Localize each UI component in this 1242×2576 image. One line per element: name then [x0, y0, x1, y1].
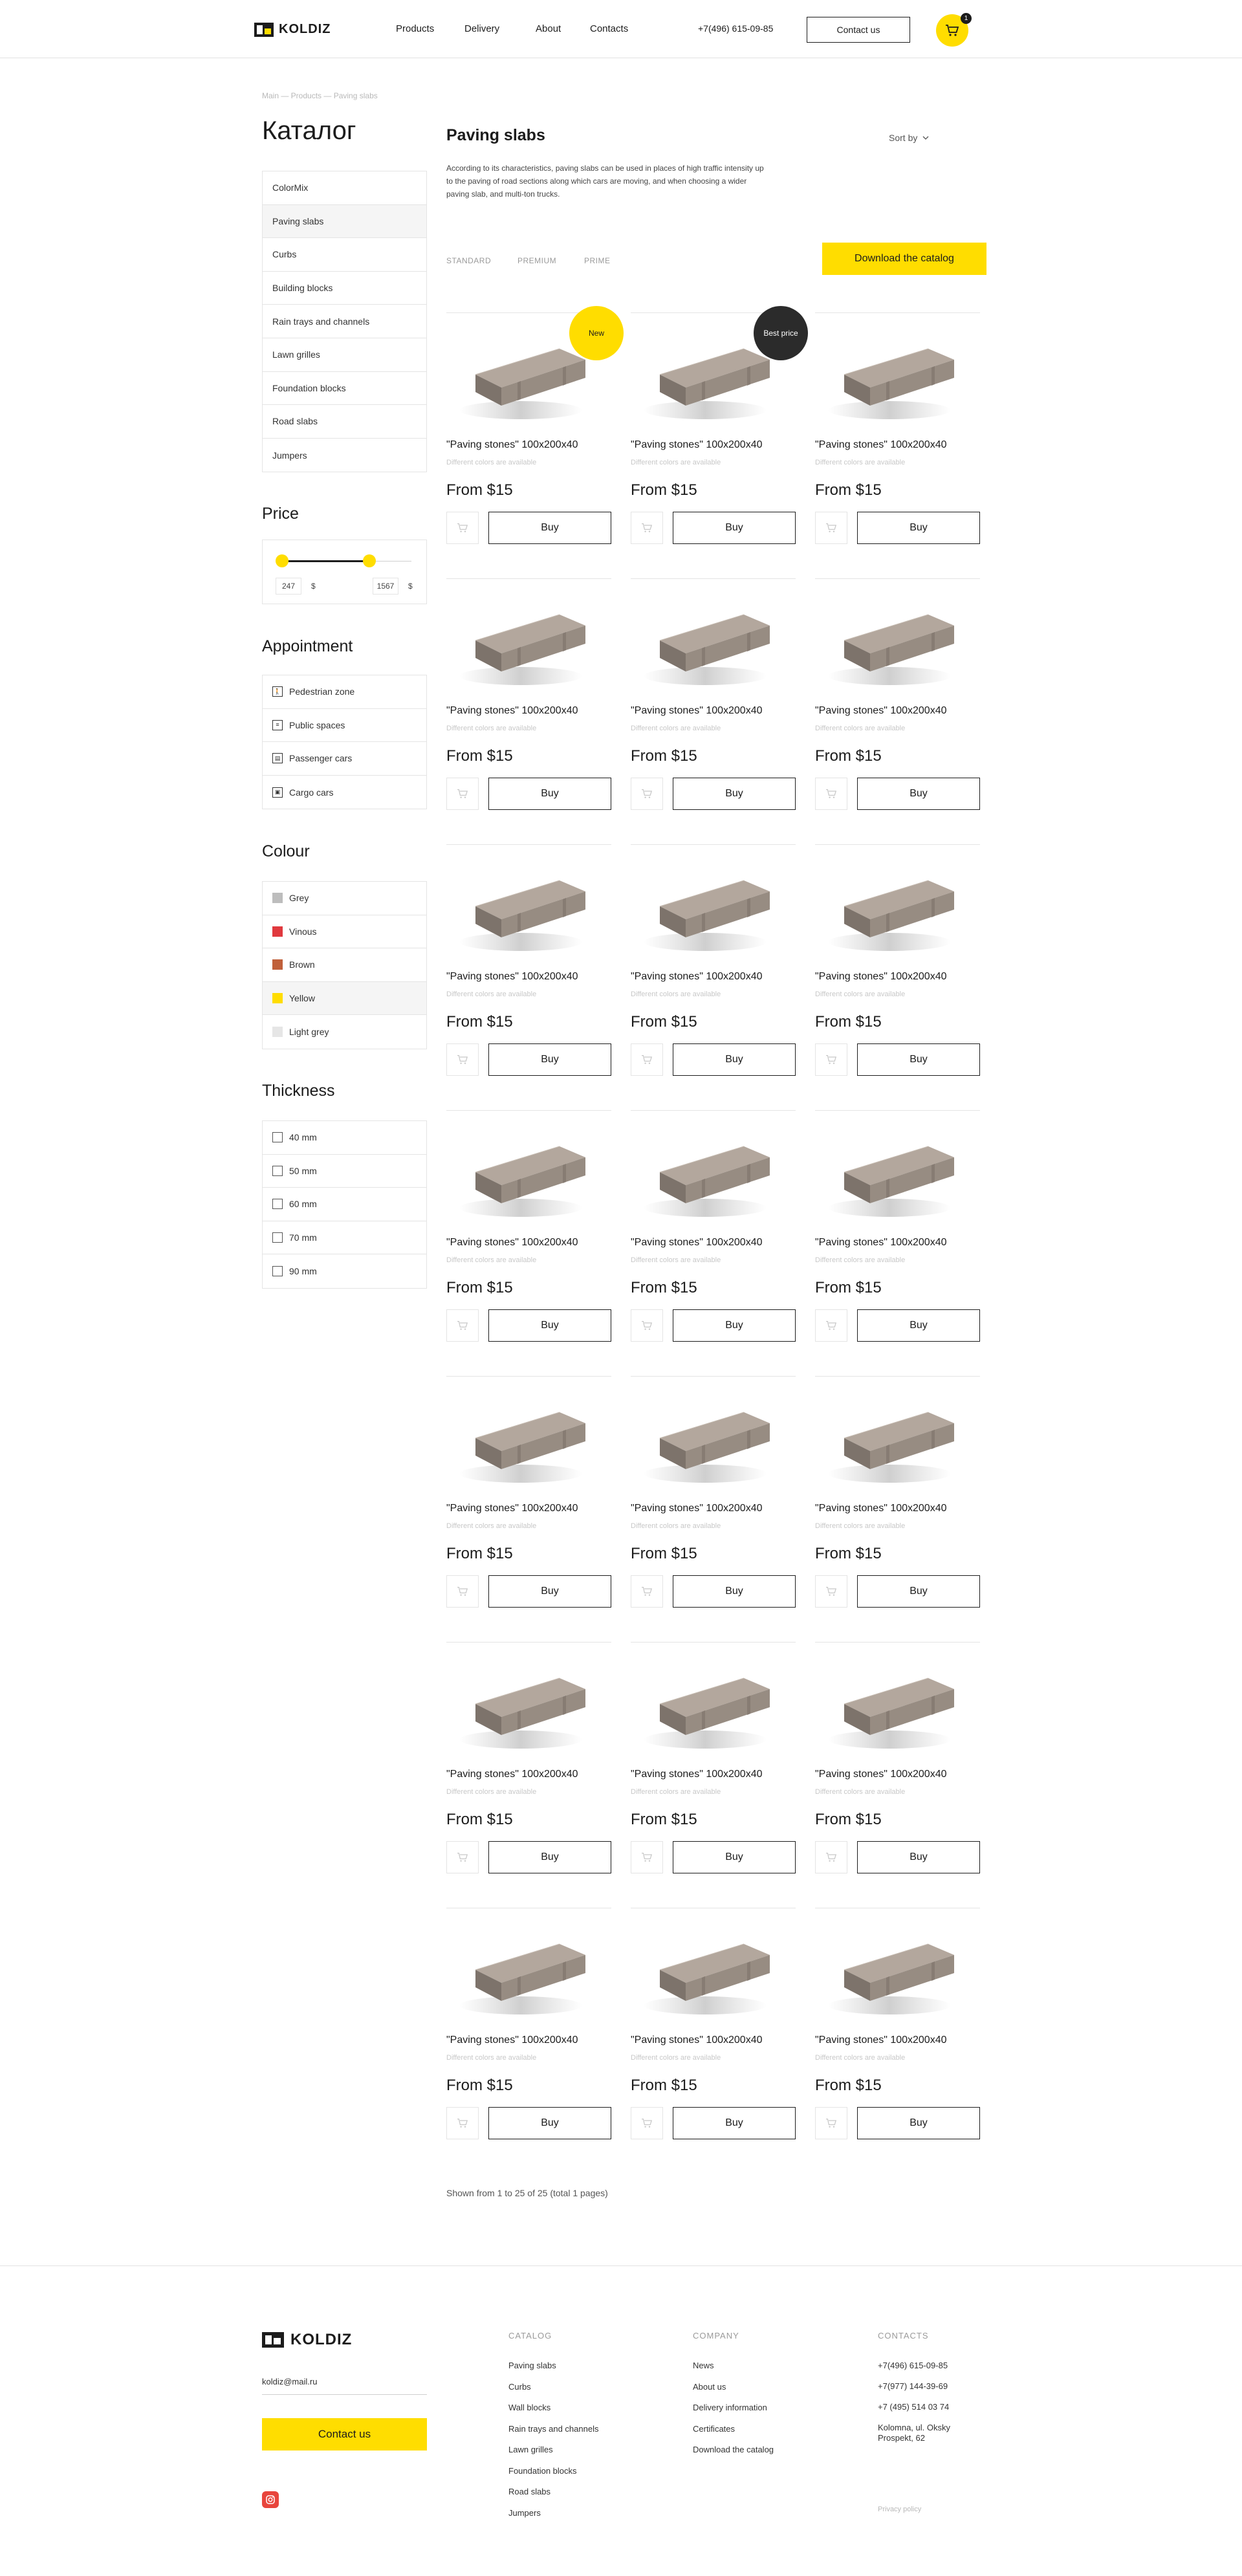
- product-colors-note: Different colors are available: [446, 2054, 537, 2062]
- appointment-list: [262, 675, 427, 809]
- category-item[interactable]: [263, 205, 426, 239]
- logo[interactable]: [254, 22, 331, 37]
- site-header: [0, 0, 1242, 58]
- add-to-cart-button[interactable]: [815, 778, 847, 810]
- cart-icon: [457, 2118, 468, 2128]
- product-price: From $15: [631, 1279, 697, 1296]
- product-colors-note: Different colors are available: [446, 990, 537, 998]
- colour-label: Grey: [289, 893, 309, 904]
- product-colors-note: Different colors are available: [631, 1522, 721, 1530]
- product-card[interactable]: [815, 1642, 980, 1888]
- cart-icon: [641, 523, 653, 533]
- header-phone[interactable]: +7(496) 615-09-85: [698, 23, 774, 34]
- product-image[interactable]: [815, 1908, 980, 2031]
- product-name[interactable]: "Paving stones" 100x200x40: [631, 439, 763, 450]
- product-colors-note: Different colors are available: [815, 1788, 906, 1796]
- product-price: From $15: [815, 1013, 882, 1031]
- product-price: From $15: [631, 2077, 697, 2094]
- category-item[interactable]: [263, 305, 426, 338]
- add-to-cart-button[interactable]: [446, 778, 479, 810]
- thickness-label: 90 mm: [289, 1266, 317, 1277]
- product-colors-note: Different colors are available: [446, 1788, 537, 1796]
- buy-button[interactable]: Buy: [488, 2107, 611, 2139]
- product-card[interactable]: [815, 844, 980, 1090]
- download-catalog-button[interactable]: Download the catalog: [822, 243, 986, 275]
- buy-button[interactable]: Buy: [673, 512, 796, 544]
- product-price: From $15: [446, 1545, 513, 1562]
- cart-icon: [825, 789, 837, 799]
- thickness-heading: Thickness: [262, 1082, 335, 1100]
- footer-company-link[interactable]: Certificates: [693, 2423, 735, 2434]
- footer-catalog-link[interactable]: Lawn grilles: [508, 2445, 553, 2454]
- contact-us-button[interactable]: Contact us: [807, 17, 910, 43]
- colour-item[interactable]: [263, 882, 426, 915]
- footer-catalog-link[interactable]: Jumpers: [508, 2507, 541, 2518]
- category-item[interactable]: [263, 372, 426, 406]
- add-to-cart-button[interactable]: [631, 512, 663, 544]
- product-colors-note: Different colors are available: [631, 990, 721, 998]
- category-item[interactable]: [263, 439, 426, 472]
- price-filter: [262, 540, 427, 604]
- buy-button[interactable]: Buy: [488, 1043, 611, 1076]
- product-colors-note: Different colors are available: [631, 459, 721, 466]
- footer-catalog-link[interactable]: Foundation blocks: [508, 2465, 577, 2476]
- thickness-label: 50 mm: [289, 1165, 317, 1176]
- colour-swatch: [272, 1027, 283, 1037]
- privacy-policy-link[interactable]: Privacy policy: [878, 2505, 922, 2513]
- product-name[interactable]: "Paving stones" 100x200x40: [815, 1503, 947, 1514]
- appointment-item[interactable]: [263, 675, 426, 709]
- category-list: [262, 171, 427, 472]
- product-card[interactable]: [631, 312, 796, 558]
- best-price-badge: Best price: [754, 306, 808, 360]
- product-name[interactable]: "Paving stones" 100x200x40: [815, 1237, 947, 1248]
- product-card[interactable]: [631, 1642, 796, 1888]
- sort-label: Sort by: [889, 133, 918, 143]
- product-image[interactable]: [631, 1643, 796, 1765]
- footer-contact-item[interactable]: +7(496) 615-09-85: [878, 2361, 948, 2370]
- cart-icon: [457, 1054, 468, 1065]
- product-name[interactable]: "Paving stones" 100x200x40: [446, 1237, 578, 1248]
- chevron-down-icon: [922, 136, 929, 140]
- cart-icon: [825, 1320, 837, 1331]
- thickness-item[interactable]: [263, 1155, 426, 1188]
- category-label: Foundation blocks: [272, 382, 346, 393]
- product-name[interactable]: "Paving stones" 100x200x40: [446, 439, 578, 450]
- category-label: Road slabs: [272, 416, 318, 427]
- colour-item[interactable]: [263, 982, 426, 1016]
- colour-swatch: [272, 993, 283, 1003]
- cart-icon: [641, 789, 653, 799]
- product-name[interactable]: "Paving stones" 100x200x40: [815, 2035, 947, 2046]
- product-image[interactable]: [446, 1643, 611, 1765]
- product-colors-note: Different colors are available: [631, 1788, 721, 1796]
- footer-company-link[interactable]: Download the catalog: [693, 2445, 774, 2454]
- product-name[interactable]: "Paving stones" 100x200x40: [446, 971, 578, 982]
- product-card[interactable]: [631, 1376, 796, 1622]
- product-price: From $15: [631, 747, 697, 765]
- footer-catalog-link[interactable]: Rain trays and channels: [508, 2423, 599, 2434]
- product-name[interactable]: "Paving stones" 100x200x40: [446, 2035, 578, 2046]
- product-name[interactable]: "Paving stones" 100x200x40: [815, 971, 947, 982]
- cart-icon: [825, 1852, 837, 1862]
- product-card[interactable]: [446, 578, 611, 824]
- product-colors-note: Different colors are available: [815, 990, 906, 998]
- product-image[interactable]: [815, 1111, 980, 1234]
- product-name[interactable]: "Paving stones" 100x200x40: [631, 2035, 763, 2046]
- product-image[interactable]: [631, 1377, 796, 1500]
- product-image[interactable]: [815, 579, 980, 702]
- product-price: From $15: [815, 747, 882, 765]
- category-label: Rain trays and channels: [272, 316, 370, 327]
- thickness-item[interactable]: [263, 1121, 426, 1155]
- footer-company-link[interactable]: Delivery information: [693, 2403, 767, 2412]
- product-colors-note: Different colors are available: [815, 725, 906, 732]
- thickness-list: [262, 1120, 427, 1289]
- product-image[interactable]: [631, 1111, 796, 1234]
- product-card[interactable]: [631, 1908, 796, 2154]
- product-colors-note: Different colors are available: [631, 725, 721, 732]
- cart-icon: [457, 1586, 468, 1597]
- footer-logo-mark-icon: [262, 2332, 284, 2348]
- buy-button[interactable]: Buy: [673, 1309, 796, 1342]
- buy-button[interactable]: Buy: [488, 778, 611, 810]
- product-price: From $15: [446, 1279, 513, 1296]
- colour-label: Brown: [289, 959, 315, 970]
- product-price: From $15: [631, 1013, 697, 1031]
- tab-prime[interactable]: PRIME: [584, 256, 611, 265]
- product-price: From $15: [815, 2077, 882, 2094]
- product-card[interactable]: [815, 578, 980, 824]
- cart-icon: [641, 2118, 653, 2128]
- add-to-cart-button[interactable]: [631, 1575, 663, 1608]
- page-title: Каталог: [262, 116, 356, 145]
- product-price: From $15: [446, 747, 513, 765]
- category-item[interactable]: [263, 405, 426, 439]
- category-label: Paving slabs: [272, 215, 324, 226]
- buy-button[interactable]: Buy: [673, 1575, 796, 1608]
- product-colors-note: Different colors are available: [815, 459, 906, 466]
- colour-label: Vinous: [289, 926, 317, 937]
- add-to-cart-button[interactable]: [631, 1841, 663, 1873]
- appointment-item[interactable]: [263, 709, 426, 743]
- product-name[interactable]: "Paving stones" 100x200x40: [631, 1769, 763, 1780]
- product-colors-note: Different colors are available: [446, 459, 537, 466]
- footer-logo[interactable]: [262, 2331, 352, 2349]
- logo-mark-icon: [254, 23, 274, 37]
- product-price: From $15: [815, 481, 882, 499]
- cart-icon: [641, 1054, 653, 1065]
- buy-button[interactable]: Buy: [857, 1575, 980, 1608]
- product-price: From $15: [631, 1811, 697, 1828]
- category-label: Building blocks: [272, 283, 333, 294]
- product-image[interactable]: [446, 579, 611, 702]
- buy-button[interactable]: Buy: [673, 1841, 796, 1873]
- product-card[interactable]: [446, 1908, 611, 2154]
- colour-swatch: [272, 893, 283, 903]
- section-title: Paving slabs: [446, 126, 545, 144]
- add-to-cart-button[interactable]: [446, 2107, 479, 2139]
- thickness-label: 60 mm: [289, 1199, 317, 1210]
- truck-icon: ▣: [272, 787, 283, 798]
- product-name[interactable]: "Paving stones" 100x200x40: [446, 705, 578, 716]
- add-to-cart-button[interactable]: [446, 1309, 479, 1342]
- colour-item[interactable]: [263, 1015, 426, 1049]
- buy-button[interactable]: Buy: [488, 1841, 611, 1873]
- price-min-currency: $: [311, 582, 316, 591]
- product-card[interactable]: [631, 844, 796, 1090]
- product-image[interactable]: [446, 1111, 611, 1234]
- product-card[interactable]: [631, 1110, 796, 1356]
- product-card[interactable]: [446, 1376, 611, 1622]
- footer-company-title: COMPANY: [693, 2331, 739, 2341]
- category-label: Lawn grilles: [272, 349, 320, 360]
- buy-button[interactable]: Buy: [857, 778, 980, 810]
- footer-email[interactable]: koldiz@mail.ru: [262, 2377, 427, 2395]
- colour-swatch: [272, 926, 283, 937]
- product-card[interactable]: [815, 312, 980, 558]
- product-image[interactable]: [631, 1908, 796, 2031]
- price-min-input[interactable]: 247: [276, 578, 301, 595]
- buy-button[interactable]: Buy: [857, 1043, 980, 1076]
- footer-contact-item[interactable]: +7 (495) 514 03 74: [878, 2402, 950, 2412]
- colour-heading: Colour: [262, 842, 310, 860]
- product-name[interactable]: "Paving stones" 100x200x40: [446, 1769, 578, 1780]
- category-description: According to its characteristics, paving slabs can be used in places of high traffic intensity up to the paving of road sections along which cars are moving, and when choosing a wider paving slab, and multi-ton trucks.: [446, 164, 764, 199]
- footer-contact-item[interactable]: +7(977) 144-39-69: [878, 2381, 948, 2391]
- add-to-cart-button[interactable]: [631, 2107, 663, 2139]
- cart-icon: [825, 1586, 837, 1597]
- product-price: From $15: [446, 1811, 513, 1828]
- add-to-cart-button[interactable]: [446, 1575, 479, 1608]
- nav-about[interactable]: About: [536, 23, 561, 34]
- product-image[interactable]: [815, 845, 980, 968]
- cart-icon: [641, 1852, 653, 1862]
- product-name[interactable]: "Paving stones" 100x200x40: [631, 1503, 763, 1514]
- footer-catalog-title: CATALOG: [508, 2331, 552, 2341]
- buy-button[interactable]: Buy: [857, 1841, 980, 1873]
- product-card[interactable]: [815, 1908, 980, 2154]
- add-to-cart-button[interactable]: [631, 1043, 663, 1076]
- add-to-cart-button[interactable]: [815, 1841, 847, 1873]
- product-colors-note: Different colors are available: [815, 2054, 906, 2062]
- footer-catalog-link[interactable]: Curbs: [508, 2381, 531, 2392]
- thickness-item[interactable]: [263, 1254, 426, 1288]
- add-to-cart-button[interactable]: [446, 1841, 479, 1873]
- product-colors-note: Different colors are available: [446, 1256, 537, 1264]
- category-item[interactable]: [263, 338, 426, 372]
- tab-standard[interactable]: STANDARD: [446, 256, 492, 265]
- buy-button[interactable]: Buy: [488, 1309, 611, 1342]
- category-label: ColorMix: [272, 182, 309, 193]
- car-icon: ▤: [272, 753, 283, 763]
- colour-item[interactable]: [263, 948, 426, 982]
- product-price: From $15: [631, 481, 697, 499]
- product-image[interactable]: [631, 579, 796, 702]
- product-colors-note: Different colors are available: [446, 725, 537, 732]
- footer-contacts-title: CONTACTS: [878, 2331, 929, 2341]
- footer-logo-text: KOLDIZ: [290, 2331, 353, 2348]
- footer-catalog-link[interactable]: Wall blocks: [508, 2403, 551, 2412]
- appointment-label: Public spaces: [289, 719, 345, 730]
- product-price: From $15: [815, 1545, 882, 1562]
- footer-contact-item[interactable]: Kolomna, ul. Oksky Prospekt, 62: [878, 2423, 950, 2443]
- add-to-cart-button[interactable]: [815, 2107, 847, 2139]
- appointment-label: Cargo cars: [289, 787, 334, 798]
- appointment-item[interactable]: [263, 742, 426, 776]
- add-to-cart-button[interactable]: [815, 1575, 847, 1608]
- price-heading: Price: [262, 505, 299, 523]
- tab-premium[interactable]: PREMIUM: [518, 256, 557, 265]
- product-price: From $15: [446, 481, 513, 499]
- buy-button[interactable]: Buy: [857, 2107, 980, 2139]
- nav-contacts[interactable]: Contacts: [590, 23, 629, 34]
- product-name[interactable]: "Paving stones" 100x200x40: [815, 439, 947, 450]
- new-badge: New: [569, 306, 624, 360]
- cart-icon: [457, 523, 468, 533]
- add-to-cart-button[interactable]: [631, 778, 663, 810]
- product-name[interactable]: "Paving stones" 100x200x40: [815, 705, 947, 716]
- product-price: From $15: [815, 1279, 882, 1296]
- buy-button[interactable]: Buy: [488, 1575, 611, 1608]
- category-label: Jumpers: [272, 450, 307, 461]
- add-to-cart-button[interactable]: [815, 512, 847, 544]
- instagram-icon[interactable]: [262, 2491, 279, 2508]
- thickness-checkbox[interactable]: [272, 1266, 283, 1276]
- pagination-info: Shown from 1 to 25 of 25 (total 1 pages): [446, 2188, 608, 2198]
- footer-company-link[interactable]: About us: [693, 2381, 726, 2392]
- product-card[interactable]: [446, 1642, 611, 1888]
- cart-icon: [825, 2118, 837, 2128]
- sort-dropdown[interactable]: [889, 133, 929, 143]
- product-colors-note: Different colors are available: [631, 1256, 721, 1264]
- bench-icon: ≡: [272, 720, 283, 730]
- product-colors-note: Different colors are available: [815, 1522, 906, 1530]
- product-image[interactable]: [446, 1908, 611, 2031]
- product-image[interactable]: [815, 1377, 980, 1500]
- add-to-cart-button[interactable]: [815, 1043, 847, 1076]
- buy-button[interactable]: Buy: [673, 1043, 796, 1076]
- product-image[interactable]: [446, 845, 611, 968]
- product-colors-note: Different colors are available: [815, 1256, 906, 1264]
- price-slider-min-handle[interactable]: [276, 554, 289, 567]
- footer-contact-button[interactable]: Contact us: [262, 2418, 427, 2450]
- thickness-label: 40 mm: [289, 1132, 317, 1143]
- site-footer: [0, 2265, 1242, 2576]
- thickness-checkbox[interactable]: [272, 1166, 283, 1176]
- appointment-item[interactable]: [263, 776, 426, 809]
- buy-button[interactable]: Buy: [488, 512, 611, 544]
- footer-company-link[interactable]: News: [693, 2361, 714, 2370]
- price-slider-range: [282, 560, 373, 562]
- product-name[interactable]: "Paving stones" 100x200x40: [815, 1769, 947, 1780]
- cart-icon: [641, 1586, 653, 1597]
- product-colors-note: Different colors are available: [446, 1522, 537, 1530]
- thickness-label: 70 mm: [289, 1232, 317, 1243]
- walking-person-icon: 🚶: [272, 686, 283, 697]
- appointment-label: Passenger cars: [289, 753, 353, 764]
- product-price: From $15: [815, 1811, 882, 1828]
- cart-count-badge: 1: [961, 13, 972, 24]
- price-slider-max-handle[interactable]: [363, 554, 376, 567]
- product-name[interactable]: "Paving stones" 100x200x40: [446, 1503, 578, 1514]
- product-image[interactable]: [815, 1643, 980, 1765]
- nav-products[interactable]: Products: [396, 23, 435, 34]
- appointment-heading: Appointment: [262, 637, 353, 655]
- colour-label: Light grey: [289, 1027, 329, 1038]
- category-item[interactable]: [263, 272, 426, 305]
- product-image[interactable]: [815, 313, 980, 436]
- product-card[interactable]: [815, 1376, 980, 1622]
- product-card[interactable]: [631, 578, 796, 824]
- add-to-cart-button[interactable]: [631, 1309, 663, 1342]
- product-image[interactable]: [631, 845, 796, 968]
- appointment-label: Pedestrian zone: [289, 686, 355, 697]
- product-name[interactable]: "Paving stones" 100x200x40: [631, 971, 763, 982]
- price-max-currency: $: [408, 582, 413, 591]
- cart-icon: [457, 1852, 468, 1862]
- product-price: From $15: [446, 1013, 513, 1031]
- add-to-cart-button[interactable]: [815, 1309, 847, 1342]
- product-price: From $15: [631, 1545, 697, 1562]
- thickness-checkbox[interactable]: [272, 1232, 283, 1243]
- logo-text: KOLDIZ: [279, 22, 331, 36]
- product-price: From $15: [446, 2077, 513, 2094]
- product-image[interactable]: [446, 1377, 611, 1500]
- product-card[interactable]: [446, 844, 611, 1090]
- buy-button[interactable]: Buy: [857, 512, 980, 544]
- add-to-cart-button[interactable]: [446, 512, 479, 544]
- category-item[interactable]: [263, 238, 426, 272]
- footer-catalog-link[interactable]: Road slabs: [508, 2487, 551, 2496]
- cart-icon: [641, 1320, 653, 1331]
- colour-label: Yellow: [289, 993, 315, 1004]
- cart-icon: [457, 789, 468, 799]
- cart-icon: [825, 523, 837, 533]
- category-item[interactable]: [263, 171, 426, 205]
- buy-button[interactable]: Buy: [673, 778, 796, 810]
- colour-item[interactable]: [263, 915, 426, 949]
- colour-list: [262, 881, 427, 1049]
- product-card[interactable]: [446, 312, 611, 558]
- thickness-checkbox[interactable]: [272, 1199, 283, 1209]
- product-name[interactable]: "Paving stones" 100x200x40: [631, 705, 763, 716]
- thickness-item[interactable]: [263, 1221, 426, 1255]
- footer-catalog-link[interactable]: Paving slabs: [508, 2361, 556, 2370]
- thickness-item[interactable]: [263, 1188, 426, 1221]
- nav-delivery[interactable]: Delivery: [464, 23, 500, 34]
- cart-icon: [945, 24, 959, 37]
- colour-swatch: [272, 959, 283, 970]
- thickness-checkbox[interactable]: [272, 1132, 283, 1142]
- breadcrumb[interactable]: Main — Products — Paving slabs: [262, 91, 378, 100]
- cart-icon: [825, 1054, 837, 1065]
- product-name[interactable]: "Paving stones" 100x200x40: [631, 1237, 763, 1248]
- add-to-cart-button[interactable]: [446, 1043, 479, 1076]
- product-card[interactable]: [446, 1110, 611, 1356]
- product-card[interactable]: [815, 1110, 980, 1356]
- cart-icon: [457, 1320, 468, 1331]
- category-label: Curbs: [272, 249, 297, 260]
- buy-button[interactable]: Buy: [857, 1309, 980, 1342]
- price-max-input[interactable]: 1567: [373, 578, 398, 595]
- product-colors-note: Different colors are available: [631, 2054, 721, 2062]
- buy-button[interactable]: Buy: [673, 2107, 796, 2139]
